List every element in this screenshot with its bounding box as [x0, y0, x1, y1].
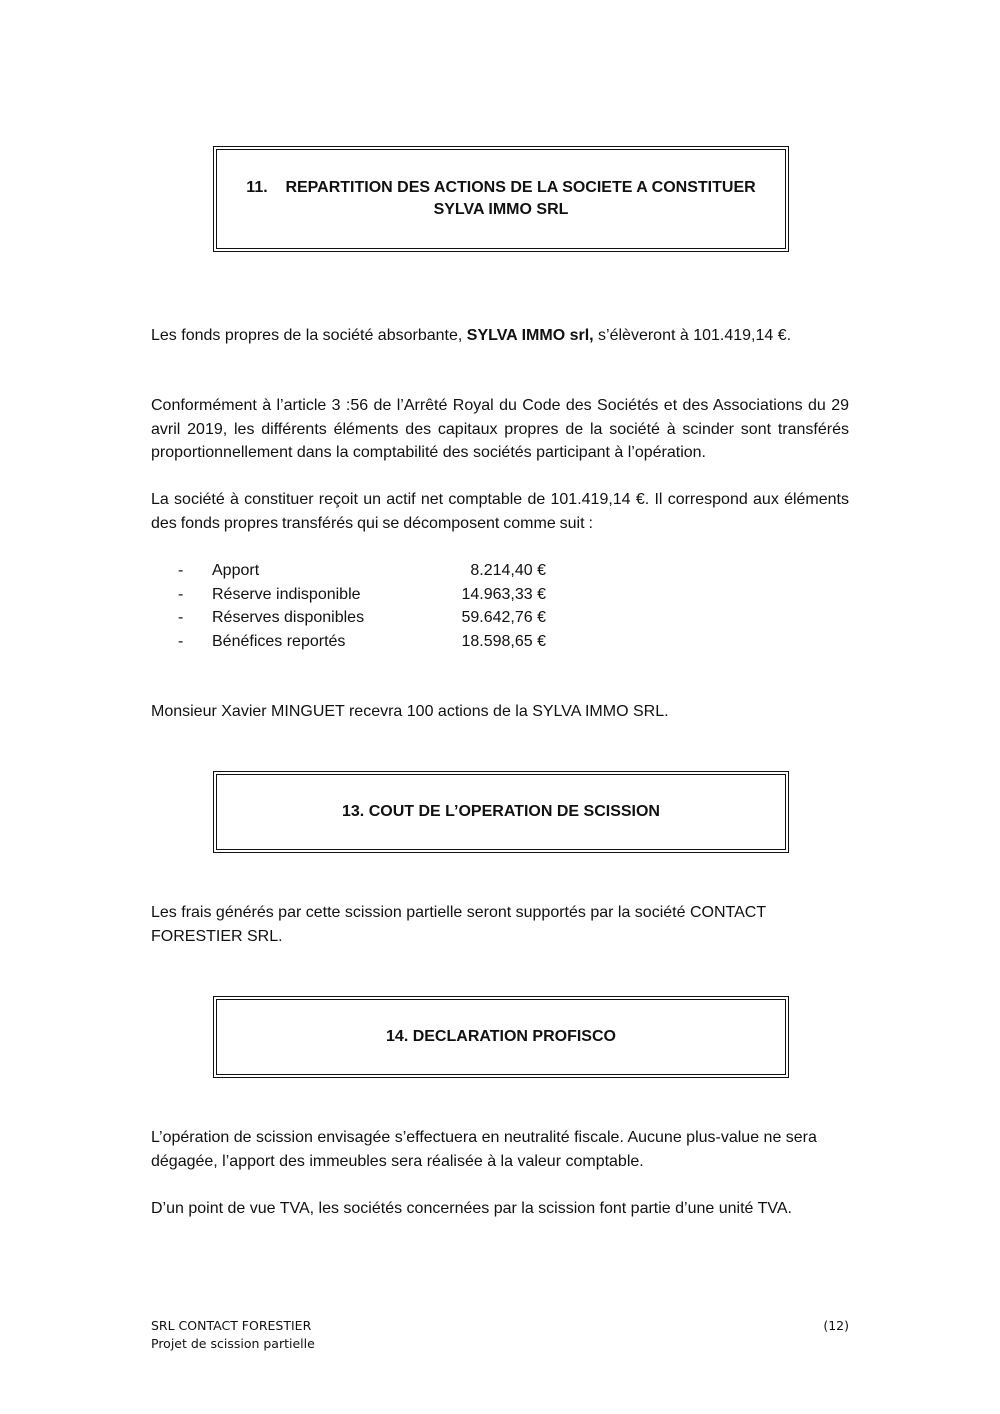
paragraph-frais: Les frais générés par cette scission partielle seront supportés par la société CONTACT FORESTIER SRL.	[151, 904, 766, 945]
paragraph-neutralite-fiscale: L’opération de scission envisagée s’effectuera en neutralité fiscale. Aucune plus-value ne sera dégagée, l’apport des immeubles sera réalisée à la valeur comptable.	[151, 1129, 817, 1170]
paragraph-actif-net: La société à constituer reçoit un actif net comptable de 101.419,14 €. Il correspond aux éléments des fonds propres transférés qui se décomposent comme suit :	[151, 491, 849, 532]
footer-company: SRL CONTACT FORESTIER	[151, 1318, 312, 1333]
paragraph-tva: D’un point de vue TVA, les sociétés concernées par la scission font partie d’une unité TVA.	[151, 1200, 792, 1217]
section-11-title-line2: SYLVA IMMO SRL	[433, 201, 569, 218]
list-bullet: -	[178, 585, 184, 603]
paragraph-actions-minguet: Monsieur Xavier MINGUET recevra 100 actions de la SYLVA IMMO SRL.	[151, 703, 669, 720]
paragraph-fonds-propres-text: Les fonds propres de la société absorbante,	[151, 327, 467, 344]
section-13-heading-box	[213, 771, 789, 853]
list-item-amount: 59.642,76 €	[461, 609, 546, 626]
list-item-amount: 8.214,40 €	[470, 562, 546, 579]
list-item	[178, 583, 546, 607]
section-14-title: 14. DECLARATION PROFISCO	[386, 1028, 616, 1045]
list-item	[178, 559, 546, 583]
list-item-label: Apport	[212, 562, 260, 579]
list-item-amount: 18.598,65 €	[461, 632, 546, 650]
list-item-label: Bénéfices reportés	[212, 632, 346, 650]
equity-breakdown-list	[178, 559, 546, 653]
list-bullet: -	[178, 609, 184, 626]
paragraph-fonds-propres	[151, 324, 849, 348]
list-item	[178, 606, 546, 630]
company-name-bold: SYLVA IMMO srl,	[466, 327, 594, 344]
footer-left	[151, 1317, 315, 1353]
page-number: (12)	[823, 1318, 849, 1333]
paragraph-conformement: Conformément à l’article 3 :56 de l’Arrêté Royal du Code des Sociétés et des Associations du 29 avril 2019, les différents éléments des capitaux propres de la société à scinder sont transférés proportionnellement dans la comptabilité des sociétés participant à l’opération.	[151, 397, 849, 461]
section-11-heading-box	[213, 146, 789, 252]
paragraph-fonds-propres-amount: s’élèveront à 101.419,14 €.	[593, 327, 792, 344]
list-bullet: -	[178, 562, 184, 579]
list-item-amount: 14.963,33 €	[461, 585, 546, 603]
list-item-label: Réserves disponibles	[212, 609, 365, 626]
list-bullet: -	[178, 632, 184, 650]
section-11-title-line1: 11. REPARTITION DES ACTIONS DE LA SOCIETE A CONSTITUER	[246, 179, 756, 196]
footer-document: Projet de scission partielle	[151, 1336, 315, 1351]
section-13-title: 13. COUT DE L’OPERATION DE SCISSION	[342, 803, 660, 820]
list-item-label: Réserve indisponible	[212, 585, 361, 603]
list-item	[178, 630, 546, 654]
section-14-heading-box	[213, 996, 789, 1078]
